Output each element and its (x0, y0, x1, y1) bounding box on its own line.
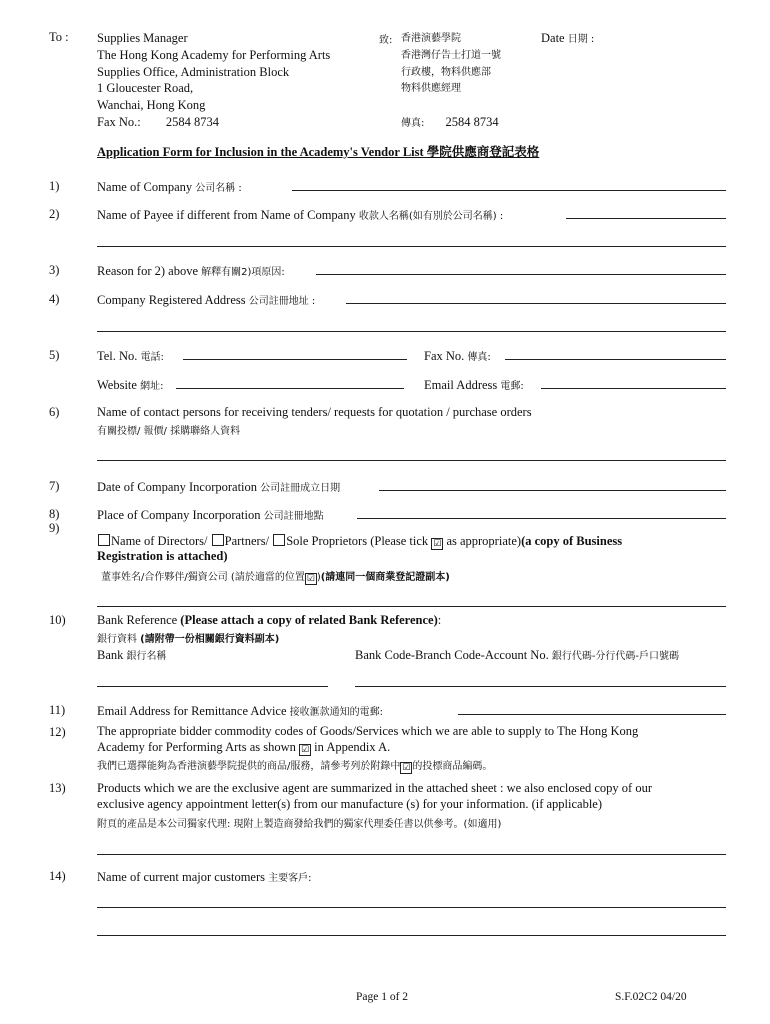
label-en: Email Address for Remittance Advice (97, 704, 287, 718)
label-zh: 電話: (140, 352, 164, 363)
contact-persons-label-zh: 有關投標/ 報價/ 採購聯絡人資料 (97, 426, 241, 437)
fax-label-zh: 傳真: (401, 118, 425, 129)
contact-persons-field[interactable] (97, 460, 726, 461)
exclusive-agent-text: Products which we are the exclusive agent are summarized in the attached sheet : we also enclosed copy of our (97, 781, 653, 795)
payee-reason-label (97, 263, 285, 279)
registered-address-field[interactable] (346, 303, 726, 304)
label-zh: 解釋有關2)項原因: (201, 267, 285, 278)
incorporation-date-label (97, 479, 340, 495)
bank-account-field[interactable] (355, 686, 726, 687)
form-code: S.F.02C2 04/20 (615, 991, 687, 1003)
label-zh: 接收滙款通知的電郵: (289, 707, 384, 718)
payee-name-field-line2[interactable] (97, 246, 726, 247)
recipient-line: Supplies Manager (97, 31, 188, 45)
label-zh: 銀行資料 (97, 634, 137, 645)
date-field[interactable] (541, 30, 594, 46)
recipient-zh-line: 香港灣仔告士打道一號 (401, 49, 501, 61)
incorporation-place-label (97, 507, 324, 523)
label-en: Name of current major customers (97, 870, 265, 884)
recipient-zh-line: 行政樓，物料供應部 (401, 66, 491, 78)
checked-box-icon: ☑ (433, 539, 442, 549)
partners-label: Partners/ (224, 534, 273, 548)
text-en: Academy for Performing Arts as shown (97, 740, 300, 754)
text-zh: 我們已選擇能夠為香港演藝學院提供的商品/服務，請參考列於附錄中 (97, 761, 401, 772)
sole-proprietors-checkbox[interactable] (273, 534, 285, 546)
commodity-codes-text-2 (97, 740, 390, 756)
recipient-address-zh (401, 31, 501, 98)
label-en: Bank (97, 648, 124, 662)
incorporation-date-field[interactable] (379, 490, 726, 491)
tel-field[interactable] (183, 359, 407, 360)
fax-label: Fax No.: (97, 114, 141, 129)
label-zh: 銀行代碼-分行代碼-戶口號碼 (551, 651, 680, 662)
company-name-label (97, 179, 242, 195)
item-number: 3) (49, 263, 60, 277)
tel-label (97, 348, 164, 364)
label-zh-bold: (請附帶一份相關銀行資料副本) (140, 634, 280, 645)
tick-note: as appropriate) (443, 534, 522, 548)
bank-name-label (97, 647, 167, 663)
fax-label (424, 348, 491, 364)
exclusive-agent-text-2: exclusive agency appointment letter(s) from our manufacture (s) for your information. (if applicable) (97, 797, 603, 811)
label-zh-bold: (請連同一個商業登記證副本) (320, 572, 450, 583)
text-zh-end: 的投標商品編碼。 (412, 761, 493, 772)
label-en: Tel. No. (97, 349, 138, 363)
label-zh: 董事姓名/合作夥伴/獨資公司 (請於適當的位置 (101, 572, 305, 583)
major-customers-field[interactable] (97, 907, 726, 908)
recipient-zh-label: 致: (379, 35, 393, 46)
item-number: 2) (49, 207, 60, 221)
label-en: Company Registered Address (97, 293, 246, 307)
directors-names-field[interactable] (97, 606, 726, 607)
checked-box-icon: ☑ (402, 763, 411, 773)
business-registration-note-2: Registration is attached) (97, 549, 228, 563)
date-label-zh: 日期 : (567, 34, 595, 45)
label-en: Name of Payee if different from Name of Company (97, 208, 356, 222)
registered-address-field-line2[interactable] (97, 331, 726, 332)
label-zh: 公司註冊成立日期 (260, 483, 341, 494)
label-zh: 銀行名稱 (126, 651, 167, 662)
recipient-address-en (97, 30, 330, 131)
recipient-line: Wanchai, Hong Kong (97, 98, 206, 113)
label-en: Fax No. (424, 349, 465, 363)
fax-field[interactable] (505, 359, 726, 360)
label-zh: 主要客戶: (268, 873, 312, 884)
exclusive-agent-field[interactable] (97, 854, 726, 855)
payee-name-label (97, 207, 503, 223)
directors-checkbox[interactable] (98, 534, 110, 546)
fax-number: 2584 8734 (165, 114, 219, 129)
major-customers-label (97, 869, 312, 885)
commodity-codes-text-zh (97, 757, 492, 774)
ownership-line1 (97, 534, 622, 550)
item-number: 6) (49, 405, 60, 419)
item-number: 5) (49, 348, 60, 362)
item-number: 9) (49, 521, 60, 535)
payee-name-field[interactable] (566, 218, 726, 219)
label-en: Reason for 2) above (97, 264, 199, 278)
remittance-email-label (97, 703, 383, 719)
item-number: 13) (49, 781, 66, 795)
recipient-line: Supplies Office, Administration Block (97, 64, 290, 79)
website-label (97, 377, 163, 393)
ownership-label-zh (101, 568, 450, 585)
label-bold: (Please attach a copy of related Bank Reference) (180, 613, 438, 627)
label-zh-close: ) (316, 572, 321, 583)
major-customers-field-line2[interactable] (97, 935, 726, 936)
label-en: Place of Company Incorporation (97, 508, 261, 522)
label-zh: 公司名稱 : (195, 183, 242, 194)
label-en: Email Address (424, 378, 498, 392)
bank-name-field[interactable] (97, 686, 328, 687)
payee-reason-field[interactable] (316, 274, 726, 275)
label-en: Date of Company Incorporation (97, 480, 258, 494)
label-en: Website (97, 378, 137, 392)
bank-account-label (355, 647, 679, 663)
recipient-zh-line: 物料供應經理 (401, 83, 461, 95)
fax-number-zh: 2584 8734 (445, 115, 499, 129)
label-zh: 電郵: (500, 381, 524, 392)
label-colon: : (437, 613, 442, 627)
label-zh: 傳真: (467, 352, 491, 363)
sole-proprietors-label: Sole Proprietors (Please tick (286, 534, 432, 548)
item-number: 7) (49, 479, 60, 493)
text-en-end: in Appendix A. (311, 740, 391, 754)
commodity-codes-text: The appropriate bidder commodity codes of Goods/Services which we are able to supply to The Hong Kong (97, 724, 639, 738)
checked-box-icon: ☑ (301, 745, 310, 755)
item-number: 12) (49, 725, 66, 739)
contact-persons-label: Name of contact persons for receiving tenders/ requests for quotation / purchase orders (97, 405, 532, 419)
label-en: Bank Reference (97, 613, 178, 627)
email-label (424, 377, 524, 393)
email-field[interactable] (541, 388, 726, 389)
exclusive-agent-text-zh: 附頁的產品是本公司獨家代理: 現附上製造商發給我們的獨家代理委任書以供參考。(如適用) (97, 819, 502, 830)
label-zh: 公司註冊地點 (263, 511, 324, 522)
item-number: 10) (49, 613, 66, 627)
item-number: 11) (49, 703, 66, 717)
partners-checkbox[interactable] (212, 534, 224, 546)
company-name-field[interactable] (292, 190, 726, 191)
to-label: To : (49, 30, 69, 44)
label-en: Bank Code-Branch Code-Account No. (355, 648, 549, 662)
item-number: 4) (49, 292, 60, 306)
remittance-email-field[interactable] (458, 714, 726, 715)
item-number: 1) (49, 179, 60, 193)
bank-reference-label-zh (97, 630, 279, 646)
label-zh: 網址: (140, 381, 164, 392)
item-number: 14) (49, 869, 66, 883)
page-number: Page 1 of 2 (356, 991, 409, 1003)
recipient-zh-line: 香港演藝學院 (401, 33, 461, 44)
bank-reference-label (97, 613, 441, 628)
checked-box-icon: ☑ (306, 574, 315, 584)
business-registration-note: (a copy of Business (521, 534, 623, 548)
website-field[interactable] (176, 388, 404, 389)
form-title: Application Form for Inclusion in the Academy's Vendor List 學院供應商登記表格 (97, 145, 540, 159)
registered-address-label (97, 292, 315, 308)
recipient-line: The Hong Kong Academy for Performing Arts (97, 47, 331, 62)
label-zh: 收款人名稱(如有別於公司名稱) : (358, 211, 504, 222)
date-label: Date (541, 31, 565, 45)
directors-label: Name of Directors/ (111, 534, 211, 548)
incorporation-place-field[interactable] (357, 518, 726, 519)
label-zh: 公司註冊地址 : (248, 296, 316, 307)
fax-line-zh (401, 114, 499, 130)
item-number: 8) (49, 507, 60, 521)
label-en: Name of Company (97, 180, 193, 194)
fax-line-en (97, 114, 330, 131)
recipient-line: 1 Gloucester Road, (97, 81, 194, 96)
